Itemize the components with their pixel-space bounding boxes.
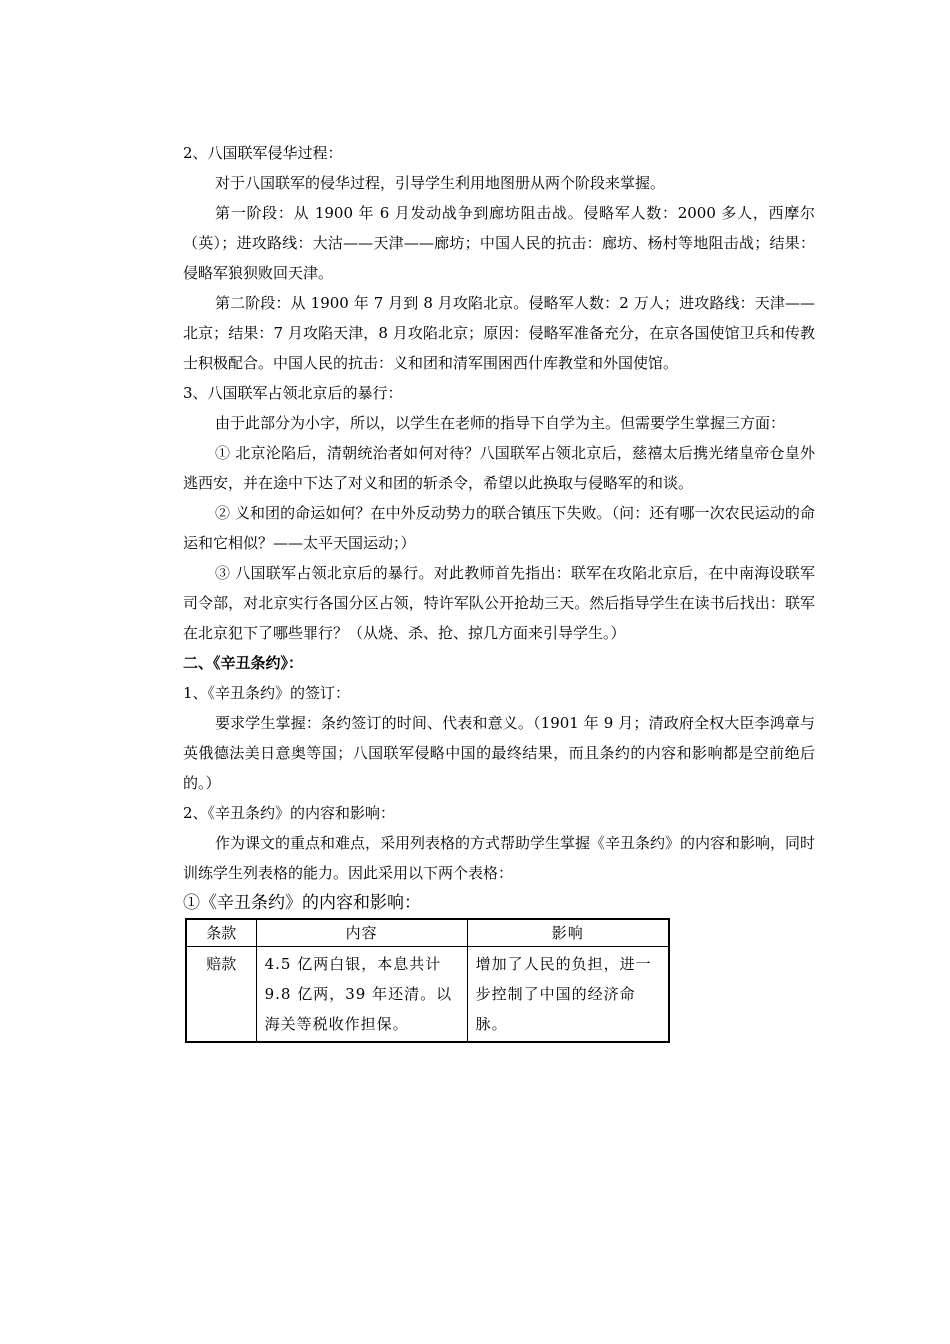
paragraph-intro: 对于八国联军的侵华过程，引导学生利用地图册从两个阶段来掌握。	[215, 174, 666, 192]
paragraph-stage-two: 第二阶段：从 1900 年 7 月到 8 月攻陷北京。侵略军人数：2 万人；进攻路线：天津——北京；结果：7 月攻陷天津，8 月攻陷北京；原因：侵略军准备充分，在京各国使馆卫兵和传教士积极配合。中国人民的抗击：义和团和清军围困西什库教堂和外国使馆。	[183, 294, 815, 372]
section-heading-content-impact: 2、《辛丑条约》的内容和影响：	[183, 804, 396, 822]
paragraph-self-study: 由于此部分为小字，所以，以学生在老师的指导下自学为主。但需要学生掌握三方面：	[215, 414, 786, 432]
treaty-table	[185, 918, 670, 1043]
table-row	[186, 947, 669, 1043]
document-page	[183, 138, 815, 1043]
point-two: ② 义和团的命运如何？在中外反动势力的联合镇压下失败。（问：还有哪一次农民运动的命运和它相似？——太平天国运动；）	[183, 504, 815, 552]
section-title-treaty: 二、《辛丑条约》：	[183, 654, 304, 672]
paragraph-stage-one: 第一阶段：从 1900 年 6 月发动战争到廊坊阻击战。侵略军人数：2000 多人，西摩尔（英）；进攻路线：大沽——天津——廊坊；中国人民的抗击：廊坊、杨村等地阻击战；结果：侵略军狼狈败回天津。	[183, 204, 815, 282]
point-one: ① 北京沦陷后，清朝统治者如何对待？八国联军占领北京后，慈禧太后携光绪皇帝仓皇外逃西安，并在途中下达了对义和团的斩杀令，希望以此换取与侵略军的和谈。	[183, 444, 815, 492]
header-impact: 影响	[467, 919, 669, 947]
cell-impact: 增加了人民的负担，进一步控制了中国的经济命脉。	[467, 947, 669, 1043]
cell-content: 4.5 亿两白银，本息共计 9.8 亿两，39 年还清。以海关等税收作担保。	[256, 947, 467, 1043]
table-header-row	[186, 919, 669, 947]
paragraph-signing: 要求学生掌握：条约签订的时间、代表和意义。（1901 年 9 月；清政府全权大臣李鸿章与英俄德法美日意奥等国；八国联军侵略中国的最终结果，而且条约的内容和影响都是空前绝后的。）	[183, 714, 815, 792]
paragraph-table-intro: 作为课文的重点和难点，采用列表格的方式帮助学生掌握《辛丑条约》的内容和影响，同时训练学生列表格的能力。因此采用以下两个表格：	[183, 834, 816, 882]
section-heading-atrocities: 3、八国联军占领北京后的暴行：	[183, 384, 403, 402]
cell-term: 赔款	[186, 947, 256, 1043]
section-heading-invasion-process: 2、八国联军侵华过程：	[183, 144, 343, 162]
point-three: ③ 八国联军占领北京后的暴行。对此教师首先指出：联军在攻陷北京后，在中南海设联军司令部，对北京实行各国分区占领，特许军队公开抢劫三天。然后指导学生在读书后找出：联军在北京犯下了哪些罪行？（从烧、杀、抢、掠几方面来引导学生。）	[183, 564, 815, 642]
header-content: 内容	[256, 919, 467, 947]
table-caption: ①《辛丑条约》的内容和影响：	[183, 893, 421, 913]
section-heading-signing: 1、《辛丑条约》的签订：	[183, 684, 351, 702]
header-term: 条款	[186, 919, 256, 947]
